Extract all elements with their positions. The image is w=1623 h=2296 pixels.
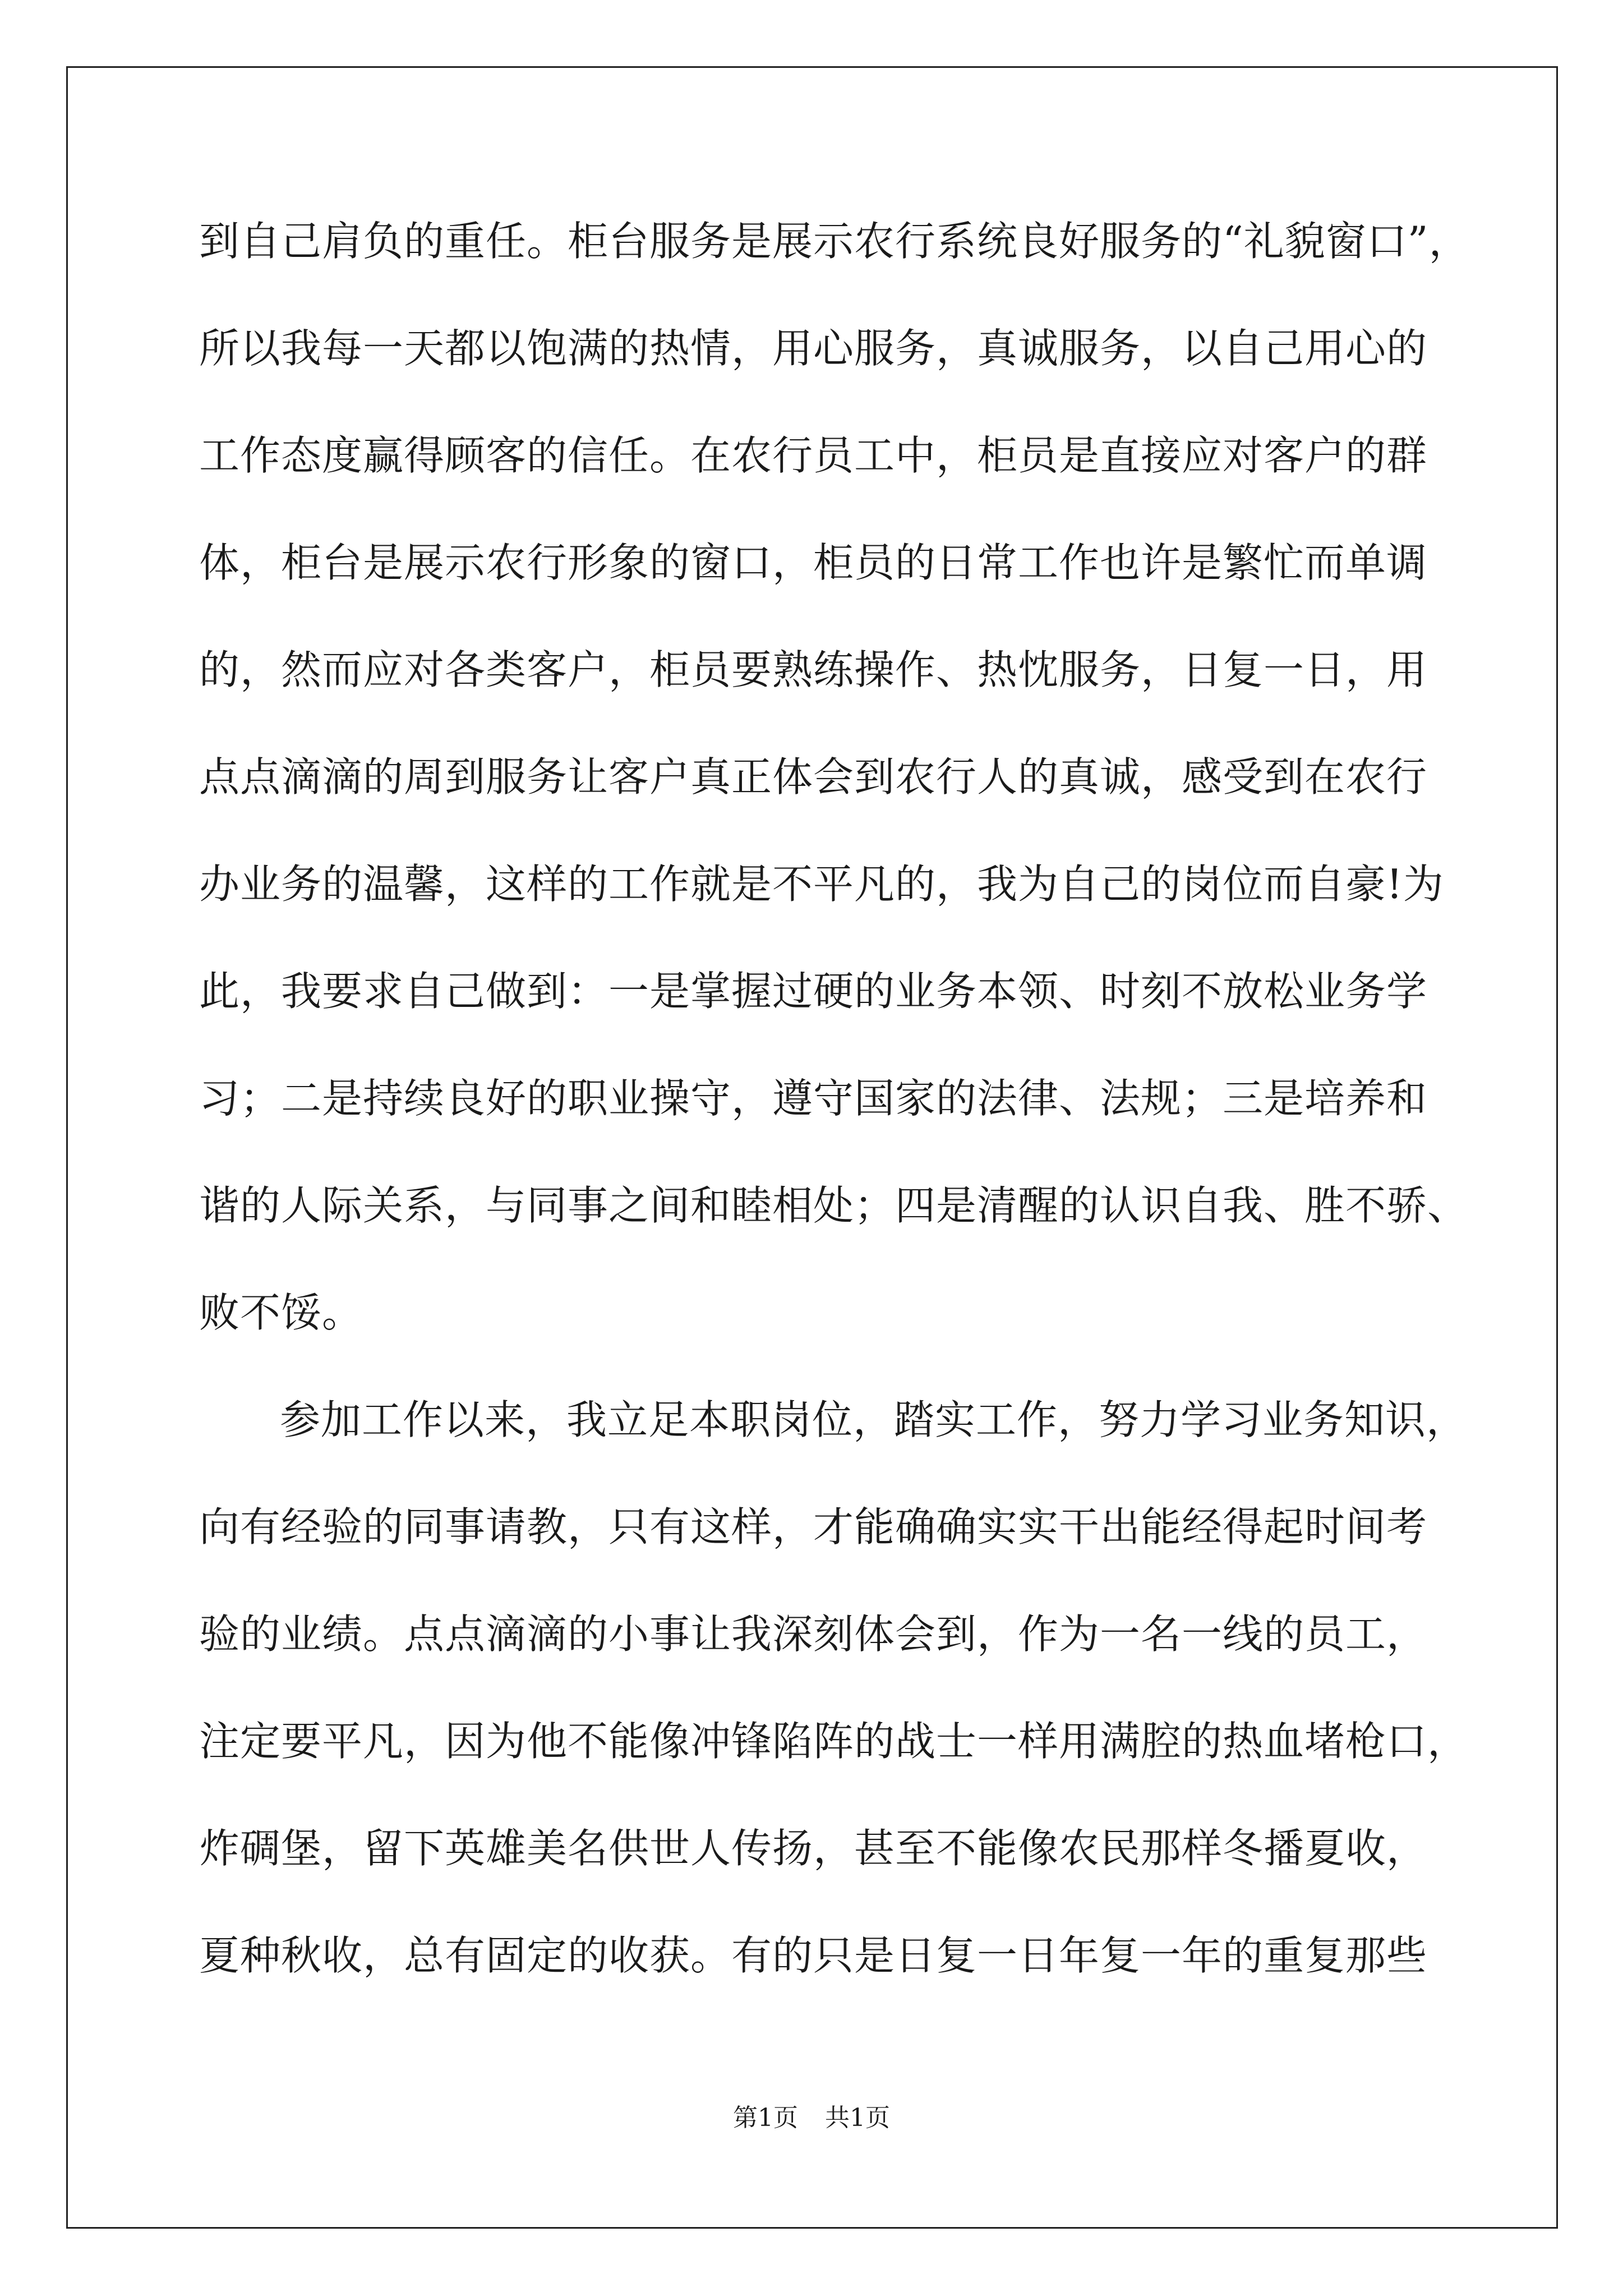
- text-line: 的，然而应对各类客户，柜员要熟练操作、热忱服务，日复一日，用: [199, 646, 1428, 693]
- document-body: [199, 213, 1470, 2035]
- text-line: 谐的人际关系，与同事之间和睦相处；四是清醒的认识自我、胜不骄、: [199, 1182, 1469, 1229]
- page-footer: [0, 2102, 1623, 2134]
- page-total: 共1页: [825, 2104, 890, 2132]
- text-line: 办业务的温馨，这样的工作就是不平凡的，我为自己的岗位而自豪!为: [199, 861, 1444, 908]
- text-line: 验的业绩。点点滴滴的小事让我深刻体会到，作为一名一线的员工，: [199, 1611, 1428, 1658]
- text-line: 此，我要求自己做到：一是掌握过硬的业务本领、时刻不放松业务学: [199, 968, 1428, 1015]
- text-line: 注定要平凡，因为他不能像冲锋陷阵的战士一样用满腔的热血堵枪口，: [199, 1718, 1469, 1765]
- text-line: 习；二是持续良好的职业操守，遵守国家的法律、法规；三是培养和: [199, 1075, 1428, 1122]
- text-line: 向有经验的同事请教，只有这样，才能确确实实干出能经得起时间考: [199, 1503, 1428, 1550]
- text-line: 点点滴滴的周到服务让客户真正体会到农行人的真诚，感受到在农行: [199, 753, 1428, 800]
- paragraph-first-line: 参加工作以来，我立足本职岗位，踏实工作，努力学习业务知识，: [280, 1396, 1468, 1443]
- text-line: 所以我每一天都以饱满的热情，用心服务，真诚服务，以自己用心的: [199, 325, 1428, 372]
- text-line: 败不馁。: [199, 1289, 363, 1336]
- text-line: 体，柜台是展示农行形象的窗口，柜员的日常工作也许是繁忙而单调: [199, 539, 1428, 586]
- text-line: 工作态度赢得顾客的信任。在农行员工中，柜员是直接应对客户的群: [199, 432, 1428, 479]
- text-line: 到自己肩负的重任。柜台服务是展示农行系统良好服务的“礼貌窗口”，: [199, 218, 1470, 265]
- text-line: 夏种秋收，总有固定的收获。有的只是日复一日年复一年的重复那些: [199, 1932, 1428, 1979]
- page-number: 第1页: [733, 2104, 798, 2132]
- text-line: 炸碉堡，留下英雄美名供世人传扬，甚至不能像农民那样冬播夏收，: [199, 1825, 1428, 1872]
